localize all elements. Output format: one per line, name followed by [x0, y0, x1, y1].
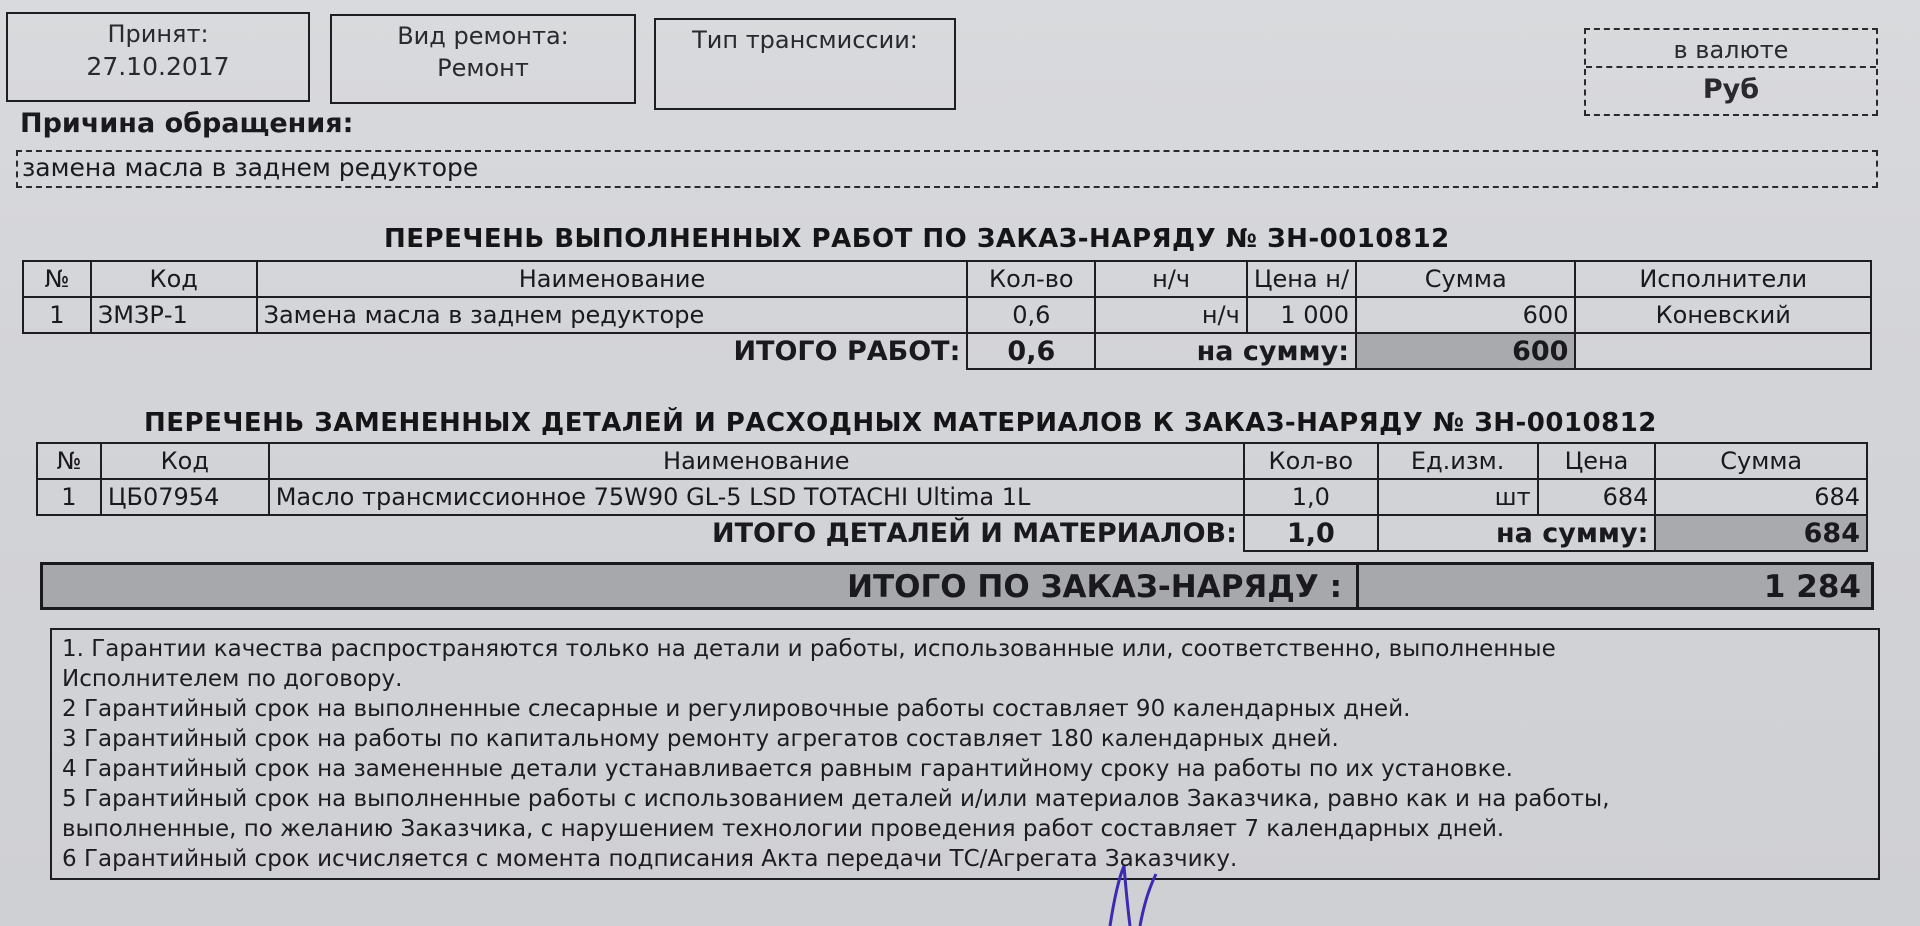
accepted-date: 27.10.2017 [86, 52, 230, 81]
parts-col-sum: Сумма [1655, 443, 1867, 479]
transmission-label: Тип трансмиссии: [692, 26, 918, 54]
note-line: 4 Гарантийный срок на замененные детали устанавливается равным гарантийному сроку на работы по их установке. [62, 756, 1513, 782]
parts-col-price: Цена [1538, 443, 1656, 479]
parts-header-row [37, 443, 1867, 479]
warranty-notes [50, 628, 1880, 880]
works-col-name: Наименование [257, 261, 968, 297]
works-row-price: 1 000 [1247, 297, 1356, 333]
works-header-row [23, 261, 1871, 297]
repair-type-box [330, 14, 636, 104]
works-col-price: Цена н/ [1247, 261, 1356, 297]
note-line: 2 Гарантийный срок на выполненные слесарные и регулировочные работы составляет 90 календарных дней. [62, 696, 1411, 722]
works-total-qty: 0,6 [967, 333, 1095, 369]
works-col-sum: Сумма [1356, 261, 1575, 297]
works-table [22, 260, 1872, 370]
parts-row-price: 684 [1538, 479, 1656, 515]
note-line: 3 Гарантийный срок на работы по капитальному ремонту агрегатов составляет 180 календарных дней. [62, 726, 1339, 752]
parts-row-sum: 684 [1655, 479, 1867, 515]
works-row-qty: 0,6 [967, 297, 1095, 333]
works-row-executor: Коневский [1575, 297, 1871, 333]
works-total-label: ИТОГО РАБОТ: [257, 333, 968, 369]
repair-type-label: Вид ремонта: [397, 22, 569, 50]
note-line: 1. Гарантии качества распространяются только на детали и работы, использованные или, соответственно, выполненные [62, 636, 1556, 662]
grand-total-label: ИТОГО ПО ЗАКАЗ-НАРЯДУ : [43, 565, 1359, 607]
repair-type-value: Ремонт [437, 54, 529, 82]
works-title: ПЕРЕЧЕНЬ ВЫПОЛНЕННЫХ РАБОТ ПО ЗАКАЗ-НАРЯДУ № ЗН-0010812 [384, 224, 1450, 254]
note-line: 5 Гарантийный срок на выполненные работы с использованием деталей и/или материалов Заказчика, равно как и на работы, [62, 786, 1610, 812]
works-row-no: 1 [23, 297, 91, 333]
reason-value: замена масла в заднем редукторе [22, 153, 479, 182]
parts-row-name: Масло трансмиссионное 75W90 GL-5 LSD TOTACHI Ultima 1L [269, 479, 1244, 515]
parts-col-no: № [37, 443, 101, 479]
signature-mark [1080, 860, 1200, 926]
reason-label: Причина обращения: [20, 108, 354, 139]
currency-box [1584, 28, 1878, 116]
works-total-row [23, 333, 1871, 369]
parts-total-sum: 684 [1655, 515, 1867, 551]
works-total-sum: 600 [1356, 333, 1575, 369]
works-col-qty: Кол-во [967, 261, 1095, 297]
parts-total-label: ИТОГО ДЕТАЛЕЙ И МАТЕРИАЛОВ: [269, 515, 1244, 551]
reason-field [16, 150, 1878, 188]
parts-col-qty: Кол-во [1244, 443, 1378, 479]
currency-label: в валюте [1586, 36, 1876, 68]
accepted-label: Принят: [107, 20, 209, 48]
note-line: Исполнителем по договору. [62, 666, 403, 692]
parts-row-code: ЦБ07954 [101, 479, 269, 515]
table-row [37, 479, 1867, 515]
works-col-executor: Исполнители [1575, 261, 1871, 297]
parts-row-unit: шт [1378, 479, 1538, 515]
parts-col-code: Код [101, 443, 269, 479]
grand-total-bar [40, 562, 1874, 610]
works-col-code: Код [91, 261, 257, 297]
transmission-box [654, 18, 956, 110]
parts-row-qty: 1,0 [1244, 479, 1378, 515]
works-total-sum-label: на сумму: [1095, 333, 1356, 369]
works-row-sum: 600 [1356, 297, 1575, 333]
note-line: выполненные, по желанию Заказчика, с нарушением технологии проведения работ составляет 7 календарных дней. [62, 816, 1505, 842]
parts-col-unit: Ед.изм. [1378, 443, 1538, 479]
parts-title: ПЕРЕЧЕНЬ ЗАМЕНЕННЫХ ДЕТАЛЕЙ И РАСХОДНЫХ МАТЕРИАЛОВ К ЗАКАЗ-НАРЯДУ № ЗН-0010812 [144, 408, 1657, 438]
table-row [23, 297, 1871, 333]
works-col-no: № [23, 261, 91, 297]
works-row-code: ЗМЗР-1 [91, 297, 257, 333]
works-col-unit: н/ч [1095, 261, 1247, 297]
parts-col-name: Наименование [269, 443, 1244, 479]
accepted-box [6, 12, 310, 102]
note-line: 6 Гарантийный срок исчисляется с момента подписания Акта передачи ТС/Агрегата Заказчику. [62, 846, 1238, 872]
parts-total-qty: 1,0 [1244, 515, 1378, 551]
currency-value: Руб [1702, 74, 1760, 105]
parts-total-row [37, 515, 1867, 551]
grand-total-value: 1 284 [1763, 569, 1861, 605]
parts-total-sum-label: на сумму: [1378, 515, 1656, 551]
works-row-unit: н/ч [1095, 297, 1247, 333]
parts-row-no: 1 [37, 479, 101, 515]
parts-table [36, 442, 1868, 552]
works-row-name: Замена масла в заднем редукторе [257, 297, 968, 333]
